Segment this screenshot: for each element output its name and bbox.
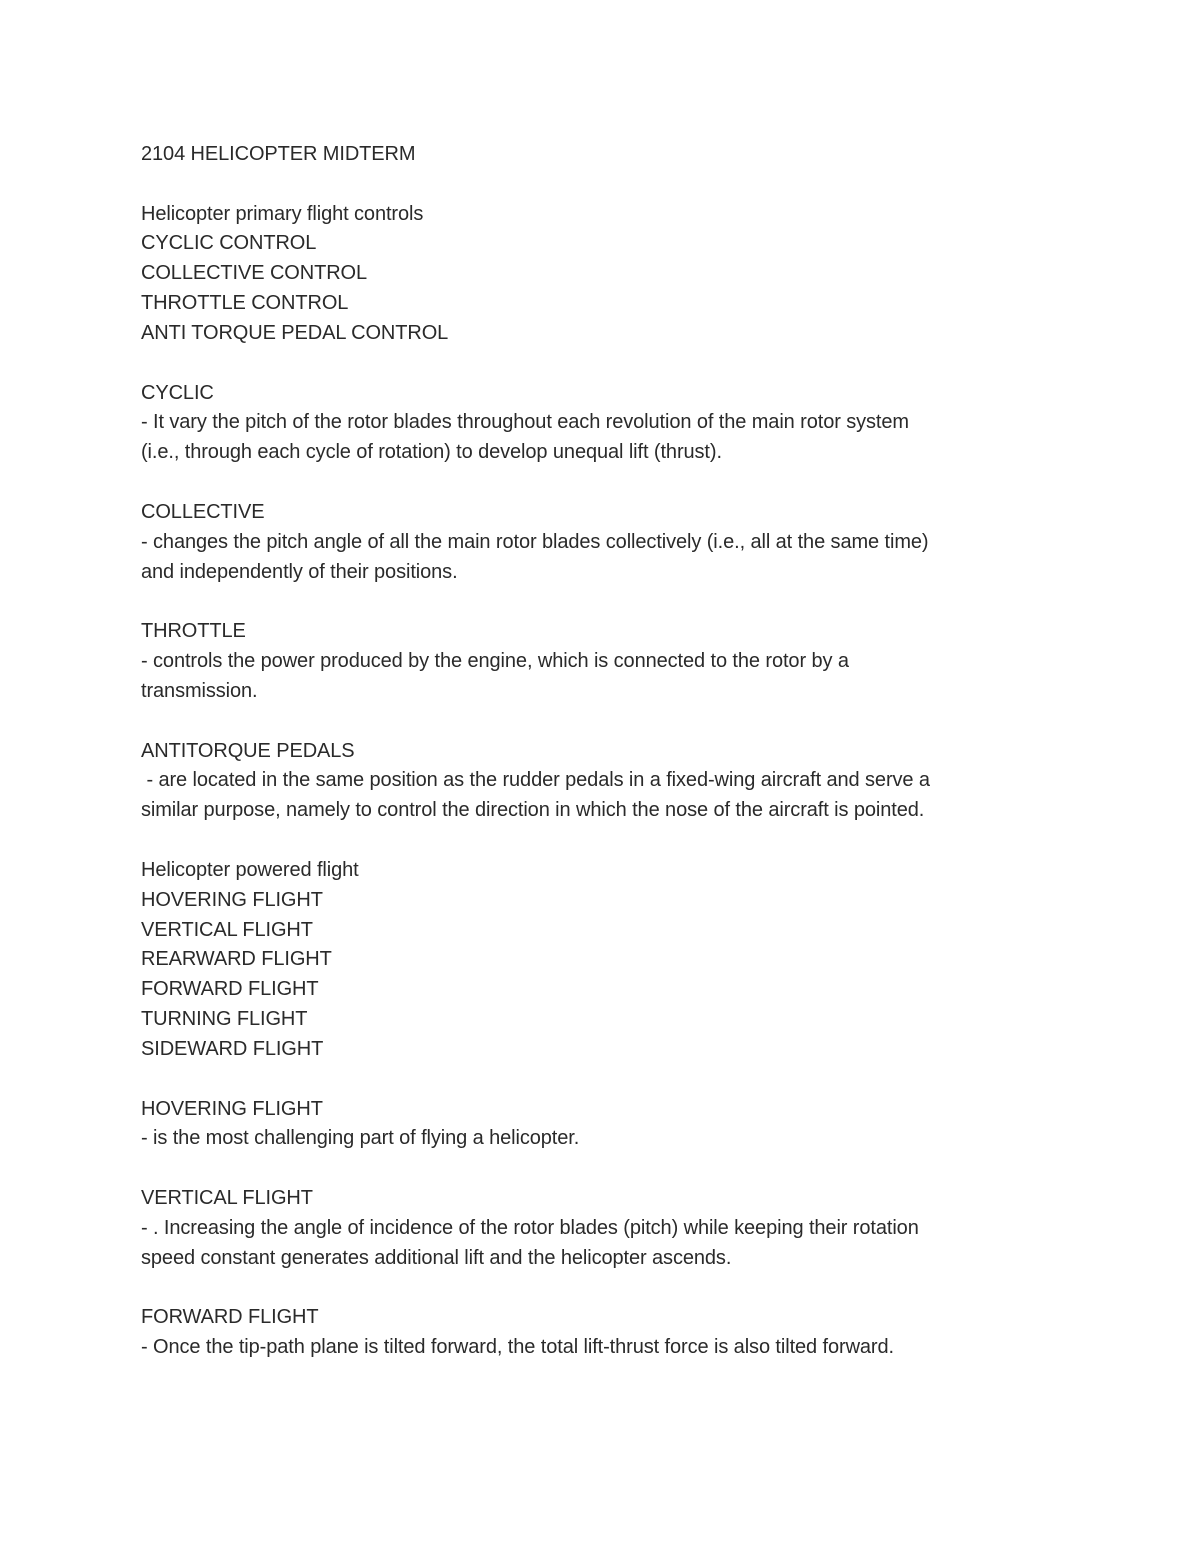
flight-list-item: VERTICAL FLIGHT xyxy=(141,918,313,941)
definition-text: (i.e., through each cycle of rotation) to develop unequal lift (thrust). xyxy=(141,441,722,464)
definition-term: HOVERING FLIGHT xyxy=(141,1097,323,1120)
definition-text: - changes the pitch angle of all the main rotor blades collectively (i.e., all at the same time) xyxy=(141,530,929,553)
definition-text: - controls the power produced by the engine, which is connected to the rotor by a xyxy=(141,650,849,673)
definition-antitorque-pedals xyxy=(141,737,1061,826)
controls-list-item: COLLECTIVE CONTROL xyxy=(141,262,368,285)
definition-throttle xyxy=(141,617,1061,706)
definition-vertical-flight xyxy=(141,1184,1061,1273)
flight-overview-heading: Helicopter powered flight xyxy=(141,858,359,881)
definition-text: transmission. xyxy=(141,679,258,702)
definition-cyclic xyxy=(141,379,1061,468)
definition-collective xyxy=(141,498,1061,587)
document-title: 2104 HELICOPTER MIDTERM xyxy=(141,143,416,165)
flight-list-item: REARWARD FLIGHT xyxy=(141,948,332,971)
controls-overview xyxy=(141,200,1061,349)
definition-text: and independently of their positions. xyxy=(141,560,458,583)
flight-list-item: SIDEWARD FLIGHT xyxy=(141,1037,324,1060)
definition-term: THROTTLE xyxy=(141,620,246,643)
definition-term: ANTITORQUE PEDALS xyxy=(141,739,355,762)
flight-list-item: FORWARD FLIGHT xyxy=(141,978,319,1001)
definition-text: - is the most challenging part of flying a helicopter. xyxy=(141,1127,580,1150)
controls-overview-heading: Helicopter primary flight controls xyxy=(141,202,424,225)
flight-overview xyxy=(141,856,1061,1065)
flight-list-item: HOVERING FLIGHT xyxy=(141,888,323,911)
document-page xyxy=(141,140,1061,1363)
definition-text: similar purpose, namely to control the direction in which the nose of the aircraft is pointed. xyxy=(141,799,925,822)
definition-text: - . Increasing the angle of incidence of the rotor blades (pitch) while keeping their rotation xyxy=(141,1216,919,1239)
definition-forward-flight xyxy=(141,1303,1061,1363)
flight-list-item: TURNING FLIGHT xyxy=(141,1008,308,1031)
controls-list-item: ANTI TORQUE PEDAL CONTROL xyxy=(141,321,449,344)
definition-term: CYCLIC xyxy=(141,381,214,404)
definition-text: speed constant generates additional lift and the helicopter ascends. xyxy=(141,1246,732,1269)
controls-list-item: CYCLIC CONTROL xyxy=(141,232,317,255)
definition-term: VERTICAL FLIGHT xyxy=(141,1186,313,1209)
definition-term: FORWARD FLIGHT xyxy=(141,1306,319,1329)
controls-list-item: THROTTLE CONTROL xyxy=(141,292,349,315)
definition-hovering-flight xyxy=(141,1095,1061,1155)
definition-text: - are located in the same position as the rudder pedals in a fixed-wing aircraft and serve a xyxy=(141,769,930,792)
definition-text: - Once the tip-path plane is tilted forward, the total lift-thrust force is also tilted forward. xyxy=(141,1336,894,1359)
definition-term: COLLECTIVE xyxy=(141,500,265,523)
definition-text: - It vary the pitch of the rotor blades throughout each revolution of the main rotor system xyxy=(141,411,909,434)
